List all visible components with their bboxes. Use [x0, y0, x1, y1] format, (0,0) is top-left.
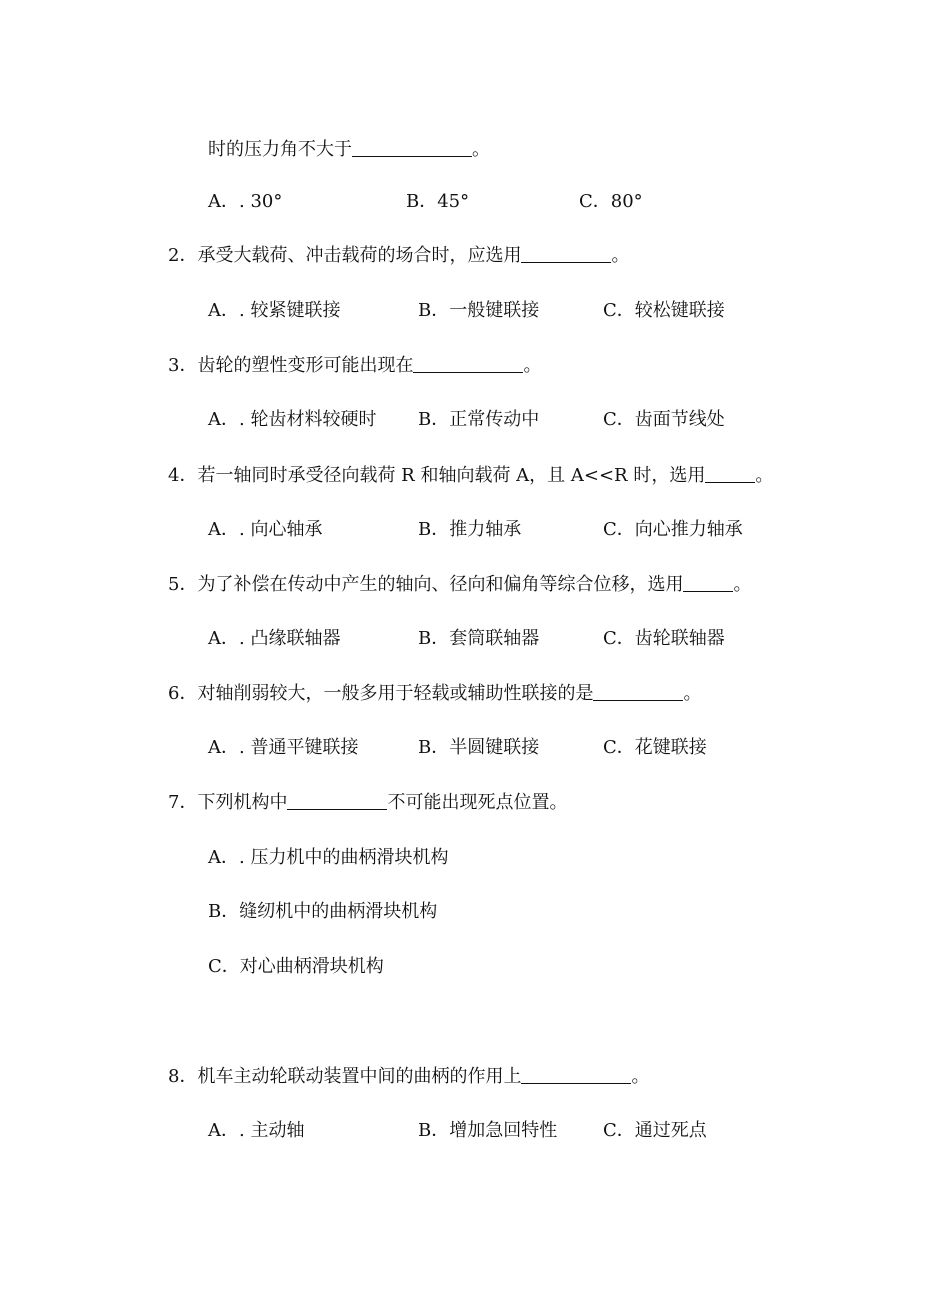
option-a: A．. 凸缘联轴器: [208, 628, 341, 649]
option-c: C．向心推力轴承: [603, 519, 743, 540]
question-3: 3．齿轮的塑性变形可能出现在 。: [168, 355, 542, 376]
question-4: 4．若一轴同时承受径向载荷 R 和轴向载荷 A，且 A<<R 时，选用 。: [168, 465, 774, 486]
option-a: A．. 轮齿材料较硬时: [208, 409, 377, 430]
answer-blank: [287, 791, 387, 810]
answer-blank: [521, 1065, 631, 1084]
option-a: A．. 普通平键联接: [208, 737, 359, 758]
option-b: B．一般键联接: [418, 300, 540, 321]
question-6: 6．对轴削弱较大，一般多用于轻载或辅助性联接的是 。: [168, 683, 702, 704]
option-b: B．45°: [406, 191, 470, 212]
answer-blank: [683, 573, 733, 592]
option-c: C．对心曲柄滑块机构: [208, 956, 384, 977]
option-c: C．花键联接: [603, 737, 707, 758]
option-b: B．套筒联轴器: [418, 628, 540, 649]
option-a: A．. 压力机中的曲柄滑块机构: [208, 847, 449, 868]
option-c: C．80°: [579, 191, 643, 212]
answer-blank: [705, 464, 755, 483]
option-c: C．齿轮联轴器: [603, 628, 725, 649]
option-b: B．正常传动中: [418, 409, 540, 430]
option-c: C．齿面节线处: [603, 409, 725, 430]
question-5: 5．为了补偿在传动中产生的轴向、径向和偏角等综合位移，选用 。: [168, 574, 752, 595]
question-1-continuation: 时的压力角不大于 。: [208, 139, 490, 160]
question-7: 7．下列机构中 不可能出现死点位置。: [168, 792, 568, 813]
answer-blank: [352, 138, 472, 157]
option-c: C．较松键联接: [603, 300, 725, 321]
option-b: B．半圆键联接: [418, 737, 540, 758]
option-a: A．. 主动轴: [208, 1120, 305, 1141]
option-a: A．. 30°: [208, 191, 283, 212]
answer-blank: [413, 354, 523, 373]
option-b: B．缝纫机中的曲柄滑块机构: [208, 901, 438, 922]
option-b: B．增加急回特性: [418, 1120, 558, 1141]
question-2: 2．承受大载荷、冲击载荷的场合时，应选用 。: [168, 245, 630, 266]
option-b: B．推力轴承: [418, 519, 522, 540]
option-a: A．. 向心轴承: [208, 519, 323, 540]
option-c: C．通过死点: [603, 1120, 707, 1141]
option-a: A．. 较紧键联接: [208, 300, 341, 321]
question-8: 8．机车主动轮联动装置中间的曲柄的作用上 。: [168, 1066, 650, 1087]
answer-blank: [593, 682, 683, 701]
answer-blank: [521, 244, 611, 263]
